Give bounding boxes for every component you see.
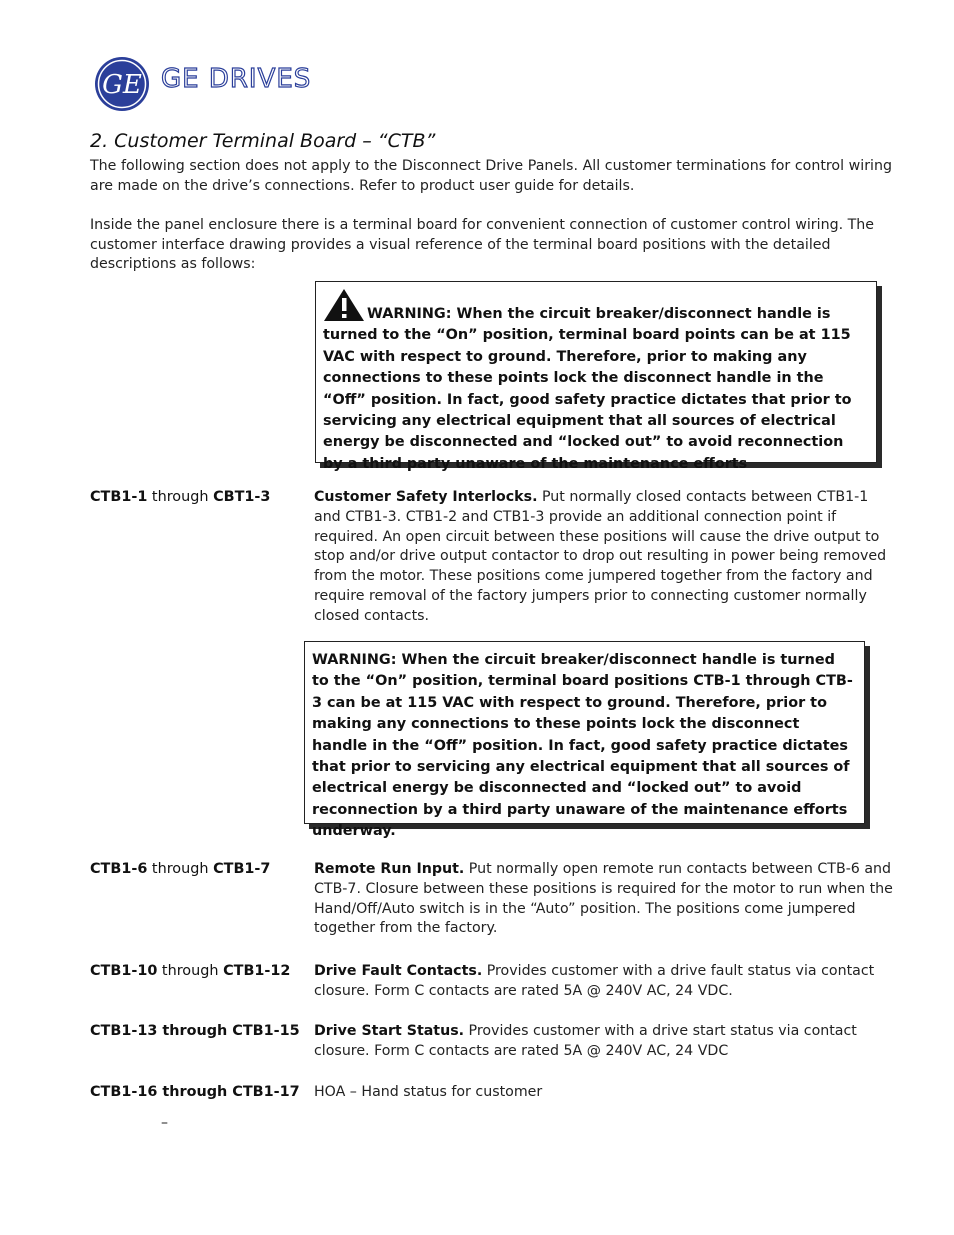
intro-paragraph-1: The following section does not apply to the Disconnect Drive Panels. All customer terminations for control wiring are made on the drive’s connections. Refer to product user guide for details.: [90, 158, 892, 194]
warning-box-2: [304, 641, 865, 840]
terminal-label-ctb1-6: CTB1-6 through CTB1-7: [90, 861, 271, 877]
warning-1-text: WARNING: When the circuit breaker/disconnect handle is turned to the “On” position, terminal board points can be at 115 VAC with respect to ground. Therefore, prior to making any connections to these points lock the disconnect handle in the “Off” position. In fact, good safety practice dictates that prior to servicing any electrical equipment that all sources of electrical energy be disconnected and “locked out” to avoid reconnection by a third party unaware of the maintenance efforts: [323, 306, 852, 472]
terminal-desc-drive-start: Drive Start Status. Provides customer with a drive start status via contact closure. Form C contacts are rated 5A @ 240V AC, 24 VDC: [314, 1023, 857, 1059]
brand-name: GE DRIVES: [161, 64, 312, 94]
footer-dash: –: [161, 1115, 168, 1131]
intro-paragraph-2: Inside the panel enclosure there is a terminal board for convenient connection of customer control wiring. The customer interface drawing provides a visual reference of the terminal board positions with the detailed descriptions as follows:: [90, 217, 874, 273]
terminal-desc-safety-interlocks: Customer Safety Interlocks. Put normally closed contacts between CTB1-1 and CTB1-3. CTB1-2 and CTB1-3 provide an additional connection point if required. An open circuit between these positions will cause the drive output to stop and/or drive output contactor to drop out resulting in power being removed from the motor. These positions come jumpered together from the factory and require removal of the factory jumpers prior to connecting customer normally closed contacts.: [314, 489, 887, 624]
terminal-desc-drive-fault: Drive Fault Contacts. Provides customer with a drive fault status via contact closure. Form C contacts are rated 5A @ 240V AC, 24 VDC.: [314, 963, 875, 999]
terminal-desc-remote-run: Remote Run Input. Put normally open remote run contacts between CTB-6 and CTB-7. Closure between these positions is required for the motor to run when the Hand/Off/Auto switch is in the “Auto” position. The positions come jumpered together from the factory.: [314, 861, 893, 937]
warning-box-1: [315, 281, 877, 472]
ge-monogram: GE: [102, 70, 142, 100]
terminal-desc-hoa-hand: HOA – Hand status for customer: [314, 1084, 543, 1100]
terminal-label-ctb1-10: CTB1-10 through CTB1-12: [90, 963, 291, 979]
terminal-label-ctb1-1: CTB1-1 through CBT1-3: [90, 489, 271, 505]
warning-triangle-icon: [323, 288, 365, 322]
warning-2-text: WARNING: When the circuit breaker/disconnect handle is turned to the “On” position, terminal board positions CTB-1 through CTB-3 can be at 115 VAC with respect to ground. Therefore, prior to making any connections to these points lock the disconnect handle in the “Off” position. In fact, good safety practice dictates that prior to servicing any electrical equipment that all sources of electrical energy be disconnected and “locked out” to avoid reconnection by a third party unaware of the maintenance efforts underway.: [312, 652, 853, 840]
terminal-label-ctb1-13: CTB1-13 through CTB1-15: [90, 1023, 300, 1039]
section-title: 2. Customer Terminal Board – “CTB”: [90, 130, 436, 152]
terminal-label-ctb1-16: CTB1-16 through CTB1-17: [90, 1084, 300, 1100]
